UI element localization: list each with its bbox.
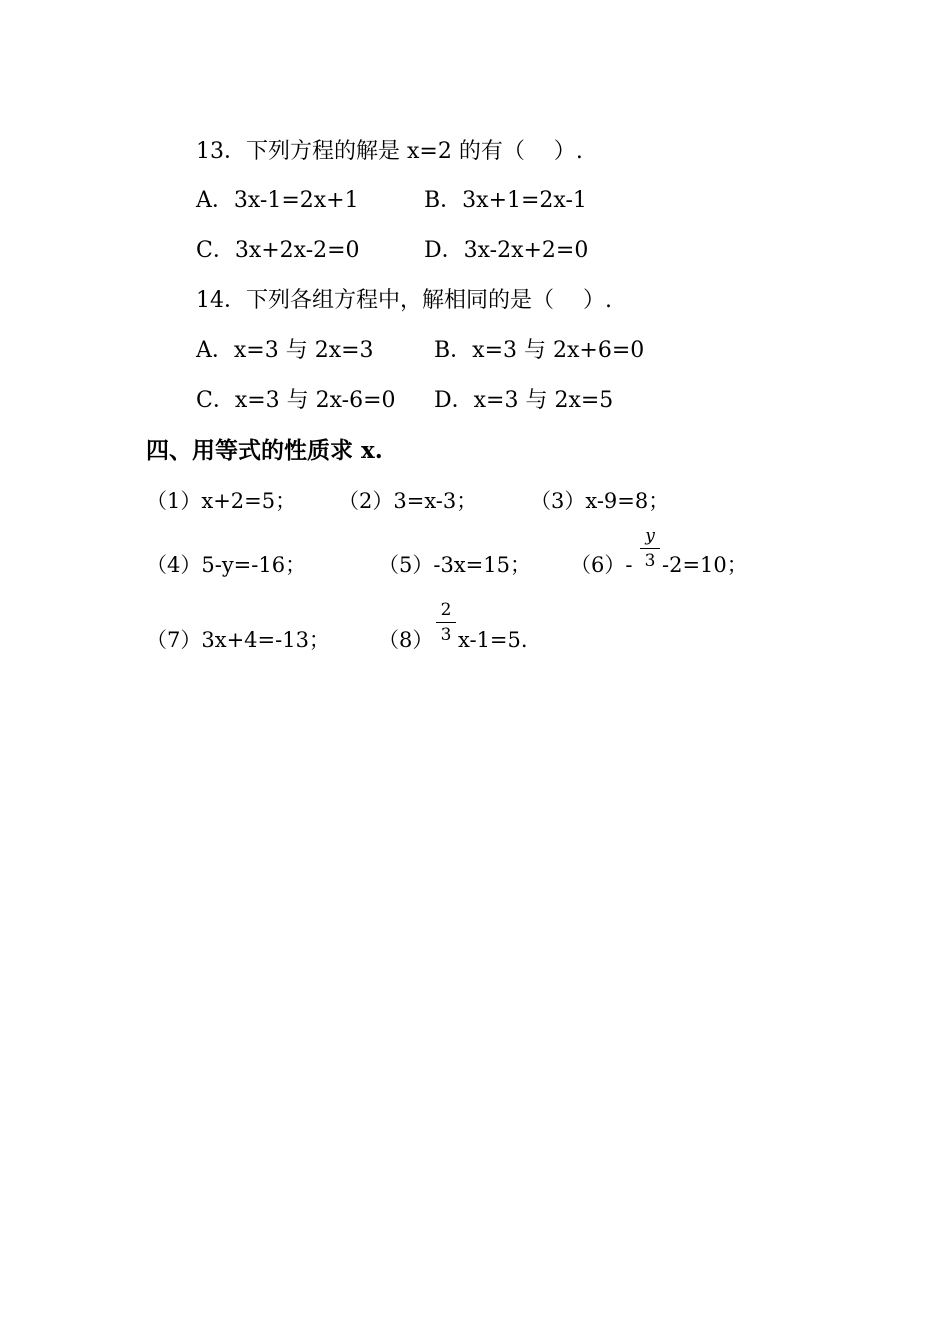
q14-option-b: B．x=3 与 2x+6=0 <box>434 338 645 363</box>
q14-stem: 14．下列各组方程中，解相同的是（ ）. <box>196 288 612 313</box>
q14-option-d: D．x=3 与 2x=5 <box>434 388 614 413</box>
problem-2: （2）3=x-3； <box>338 489 478 513</box>
problem-3: （3）x-9=8； <box>530 489 670 513</box>
q14-option-a: A．x=3 与 2x=3 <box>196 338 374 363</box>
fraction-bar <box>436 622 456 623</box>
problem-4: （4）5-y=-16； <box>146 553 307 577</box>
problem-6-denominator: 3 <box>644 551 656 571</box>
q13-option-d: D．3x-2x+2=0 <box>424 238 589 263</box>
section-heading: 四、用等式的性质求 x. <box>146 437 383 464</box>
problem-8-suffix: x-1=5. <box>458 628 528 652</box>
problem-6-fraction <box>640 526 660 571</box>
q13-option-b: B．3x+1=2x-1 <box>424 188 587 213</box>
problem-6-suffix: -2=10； <box>662 553 748 577</box>
problem-8-fraction <box>436 600 456 645</box>
problem-8-numerator: 2 <box>440 600 452 620</box>
q13-option-c: C．3x+2x-2=0 <box>196 238 360 263</box>
problem-5: （5）-3x=15； <box>378 553 531 577</box>
fraction-bar <box>640 548 660 549</box>
q13-stem: 13．下列方程的解是 x=2 的有（ ）. <box>196 139 583 164</box>
q14-option-c: C．x=3 与 2x-6=0 <box>196 388 396 413</box>
q13-option-a: A．3x-1=2x+1 <box>196 188 359 213</box>
problem-6-prefix: （6）- <box>570 553 633 577</box>
problem-1: （1）x+2=5； <box>146 489 297 513</box>
problem-8-prefix: （8） <box>378 628 434 652</box>
problem-7: （7）3x+4=-13； <box>146 628 330 652</box>
problem-6-numerator: y <box>645 526 655 546</box>
problem-8-denominator: 3 <box>440 625 452 645</box>
